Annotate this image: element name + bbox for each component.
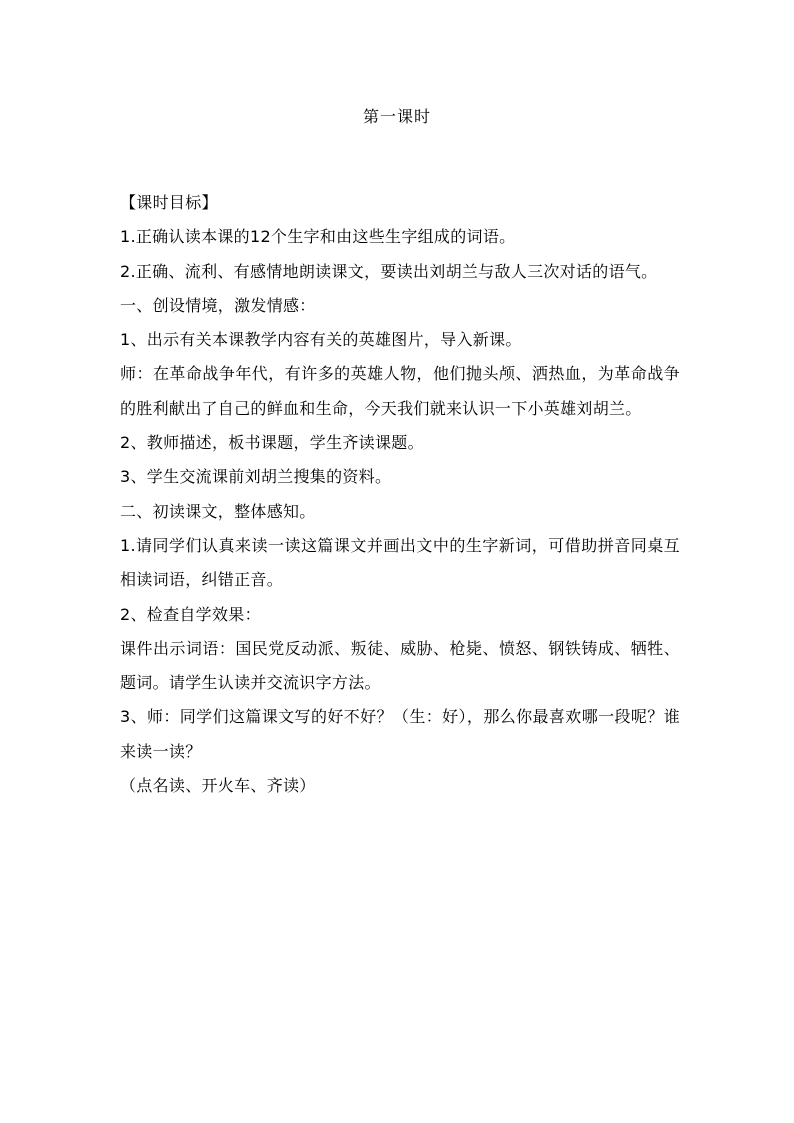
paragraph: 1、出示有关本课教学内容有关的英雄图片，导入新课。	[120, 330, 522, 350]
page-title: 第一课时	[362, 107, 431, 126]
paragraph: 2、教师描述，板书课题，学生齐读课题。	[120, 433, 424, 453]
paragraph: 3、师：同学们这篇课文写的好不好？（生：好），那么你最喜欢哪一段呢？谁来读一读？	[120, 707, 680, 761]
paragraph: 课件出示词语：国民党反动派、叛徒、威胁、枪毙、愤怒、钢铁铸成、牺牲、题词。请学生认读并交流识字方法。	[120, 638, 680, 693]
paragraph: 1.请同学们认真来读一读这篇课文并画出文中的生字新词，可借助拼音同桌互相读词语，纠错正音。	[120, 535, 680, 590]
paragraph: 2、检查自学效果：	[120, 604, 261, 624]
paragraph: 1.正确认读本课的12个生字和由这些生字组成的词语。	[120, 227, 516, 247]
paragraph: 师：在革命战争年代，有许多的英雄人物，他们抛头颅、洒热血，为革命战争的胜利献出了自己的鲜血和生命，今天我们就来认识一下小英雄刘胡兰。	[120, 364, 680, 418]
section-heading: 一、创设情境，激发情感：	[120, 295, 316, 315]
paragraph: （点名读、开火车、齐读）	[120, 776, 316, 796]
section-heading: 二、初读课文，整体感知。	[120, 501, 316, 521]
document-body	[120, 186, 680, 803]
section-heading-objectives: 【课时目标】	[120, 193, 218, 212]
paragraph: 2.正确、流利、有感情地朗读课文，要读出刘胡兰与敌人三次对话的语气。	[120, 261, 658, 281]
paragraph: 3、学生交流课前刘胡兰搜集的资料。	[120, 467, 392, 487]
